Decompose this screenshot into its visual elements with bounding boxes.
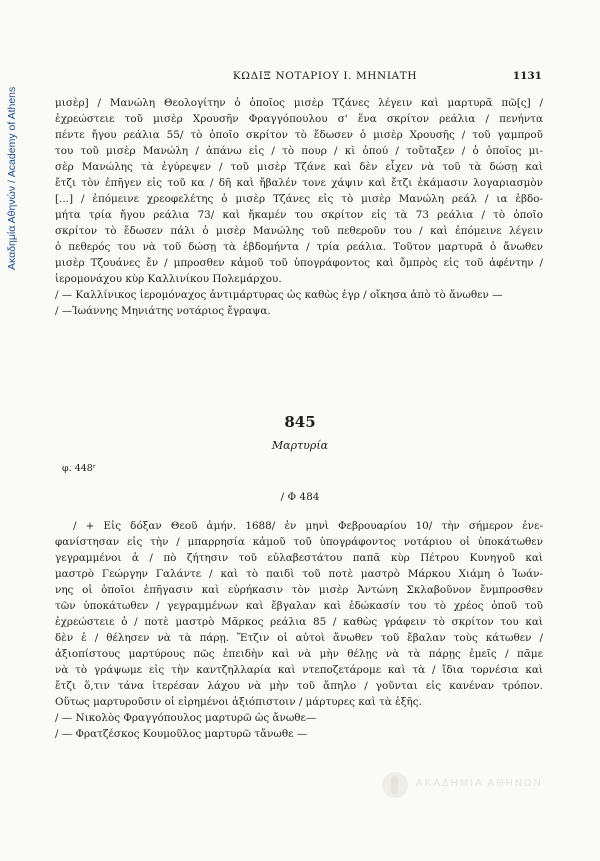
text-line: νης οἱ ὁποῖοι ἐπῆγασιν καὶ εὑρήκασιν τὸν μισὲρ Ἀντώνη Σκλαβοῦνον ἔνμπροσθεν (55, 584, 543, 596)
text-line: μήτα τρία ἤγου ρεάλια 73/ καὶ ἤκαμέν του σκρίτον εἰς τὰ 73 ρεάλια / τὸ ὁποῖο (55, 209, 543, 221)
text-line: [...] / ἐπόμεινε χρεοφελέτης ὁ μισὲρ Τζάνες εἰς τὸ μισὲρ Μανώλη ρεάλ / ια ἑβδο- (55, 193, 543, 205)
text-line: σὲρ Μανώλης τὰ ἐγύρεψεν / τοῦ μισὲρ Τζάνε καὶ δὲν εἶχεν νὰ τοῦ τὰ δώσῃ καὶ (55, 161, 543, 173)
document-title: Μαρτυρία (271, 439, 329, 452)
running-head: ΚΩΔΙΞ ΝΟΤΑΡΙΟΥ Ι. ΜΗΝΙΑΤΗ (232, 70, 418, 82)
signature-line: / —Ἰωάννης Μηνιάτης νοτάριος ἔγραψα. (55, 305, 271, 317)
text-line: του τοῦ μισὲρ Μανώλη / ἀπάνω εἰς / τὸ πουρ / κὶ ὁπού / τοὔταξεν / ὁ ὁποῖος μι- (55, 145, 543, 157)
text-line: ὁ πεθερός του νὰ τοῦ δώσῃ τὰ ἑβδομήντα / τρία ρεάλια. Τοῦτον μαρτυρᾶ ὁ ἄνωθεν (55, 241, 543, 253)
watermark-text: ΑΚΑΔΗΜΙΑ ΑΘΗΝΩΝ (416, 778, 543, 789)
text-line: σκρίτον τὸ ἔδωσεν πάλι ὁ μισὲρ Μανώλης τοῦ πεθεροῦν του / καὶ ἐπόμεινε λέγειν (55, 225, 543, 237)
text-line: πέντε ἤγου ρεάλια 55/ τὸ ὁποῖο σκρίτον τὸ ἔδωσεν ὁ μισὲρ Χρουσῆς / τοῦ γαμπροῦ (55, 129, 543, 141)
signature-line: / — Νικολὸς Φραγγόπουλος μαρτυρῶ ὡς ἄνωθε— (55, 712, 317, 724)
text-line: ἐχρεώστειε τοῦ μισὲρ Χρουσῆν Φραγγόπουλου σ' ἕνα σκρίτον ρεάλια / πενήντα (55, 113, 543, 125)
text-line: μισὲρ Τζουάνες ἔν / μπροσθεν κἀμοῦ τοῦ ὑπογράφοντος καὶ ὄμπρὸς εἰς τοῦ ἀφέντην / (55, 257, 543, 269)
text-line: μαστρὸ Γεώργην Γαλάντε / καὶ τὸ παιδὶ τοῦ ποτὲ μαστρὸ Μάρκου Χιάμη ὁ Ἰωάν- (55, 568, 543, 580)
signature-line: / — Φρατζέσκος Κουμοῦλος μαρτυρῶ τἄνωθε — (55, 728, 308, 740)
page-number: 1131 (512, 70, 542, 82)
text-line: ἐχρεώστειε ὁ / ποτὲ μαστρὸ Μᾶρκος ρεάλια 85 / καθὼς γράφειν τὸ σκρίτον του καὶ (55, 616, 543, 628)
academy-watermark (382, 770, 572, 802)
text-line: μισὲρ] / Μανώλη Θεολογίτην ὁ ὁποῖος μισὲρ Τζάνες λέγειν καὶ μαρτυρᾶ πῶ[ς] / (55, 97, 543, 109)
text-line: Οὕτως μαρτυροῦσιν οἱ εἰρημένοι ἀξιόπιστοιν / μάρτυρες καὶ τὰ ἑξῆς. (55, 696, 422, 708)
academy-emblem-icon (382, 772, 408, 798)
text-line: ἔτζι τὸν ἐπῆγεν εἰς τοῦ κα / δῆ καὶ ἤβαλέν τονε χάψιν καὶ ἔτζι ἐκάμασιν λογαριασμὸν (55, 177, 543, 189)
text-line: ἔτζι ὅ,τιν τάνα ἰτερέσαν λάχου νὰ μὴν τοῦ ἄπηλο / γοῦνται εἰς κανέναν τρόπον. (55, 680, 543, 692)
text-line: ἀξιοπίστους μαρτύρους πῶς ἐπειδὴν καὶ νὰ μὴν θέλῃς νὰ τὰ πάρῃς ἐμεῖς / πᾶμε (55, 648, 543, 660)
document-number: 845 (284, 413, 316, 431)
text-line: νὰ τὸ γράψωμε εἰς τὴν καντζηλλαρία καὶ ντεποζετάρομε καὶ τὰ / ἴδια τορνέσια καὶ (55, 664, 543, 676)
second-text-block (55, 518, 543, 742)
text-line: / + Εἰς δόξαν Θεοῦ ἀμήν. 1688/ ἐν μηνὶ Φεβρουαρίου 10/ τὴν σήμερον ἐνε- (73, 520, 543, 532)
first-text-block (55, 95, 543, 319)
folio-reference: / Φ 484 (280, 491, 320, 503)
folio-mark: φ. 448ʳ (62, 463, 97, 474)
text-line: τῶν ὑποκάτωθεν / γεγραμμένων καὶ ἔβγαλαν καὶ ἐδώκασίν του τὸ χρέος ὁποῦ τοῦ (55, 600, 543, 612)
text-line: γεγραμμένοι ἀ / πὸ ζήτησιν τοῦ εὐλαβεστάτου παπᾶ κὺρ Πέτρου Κυνηγοῦ καὶ (55, 552, 543, 564)
text-line: ἱερομονάχου κὺρ Καλλινίκου Πολεμάρχου. (55, 273, 282, 285)
text-line: φανίστησαν εἰς τὴν / μπαρρησία κἀμοῦ τοῦ ὑπογράφοντος νοτάριου οἱ ὑποκάτωθεν (55, 536, 543, 548)
text-line: δὲν ἐ / θέλησεν νὰ τὰ πάρῃ. Ἔτζιν οἱ αὐτοὶ ἄνωθεν τοῦ ἔβαλαν τοὺς κάτωθεν / (55, 632, 543, 644)
signature-line: / — Καλλίνικος ἱερομόναχος ἀντιμάρτυρας ὡς καθὼς ἐγρ / οἴκησα ἀπὸ τὸ ἄνωθεν — (55, 289, 503, 301)
academy-side-note: Ακαδημία Αθηνών / Academy of Athens (6, 86, 18, 270)
